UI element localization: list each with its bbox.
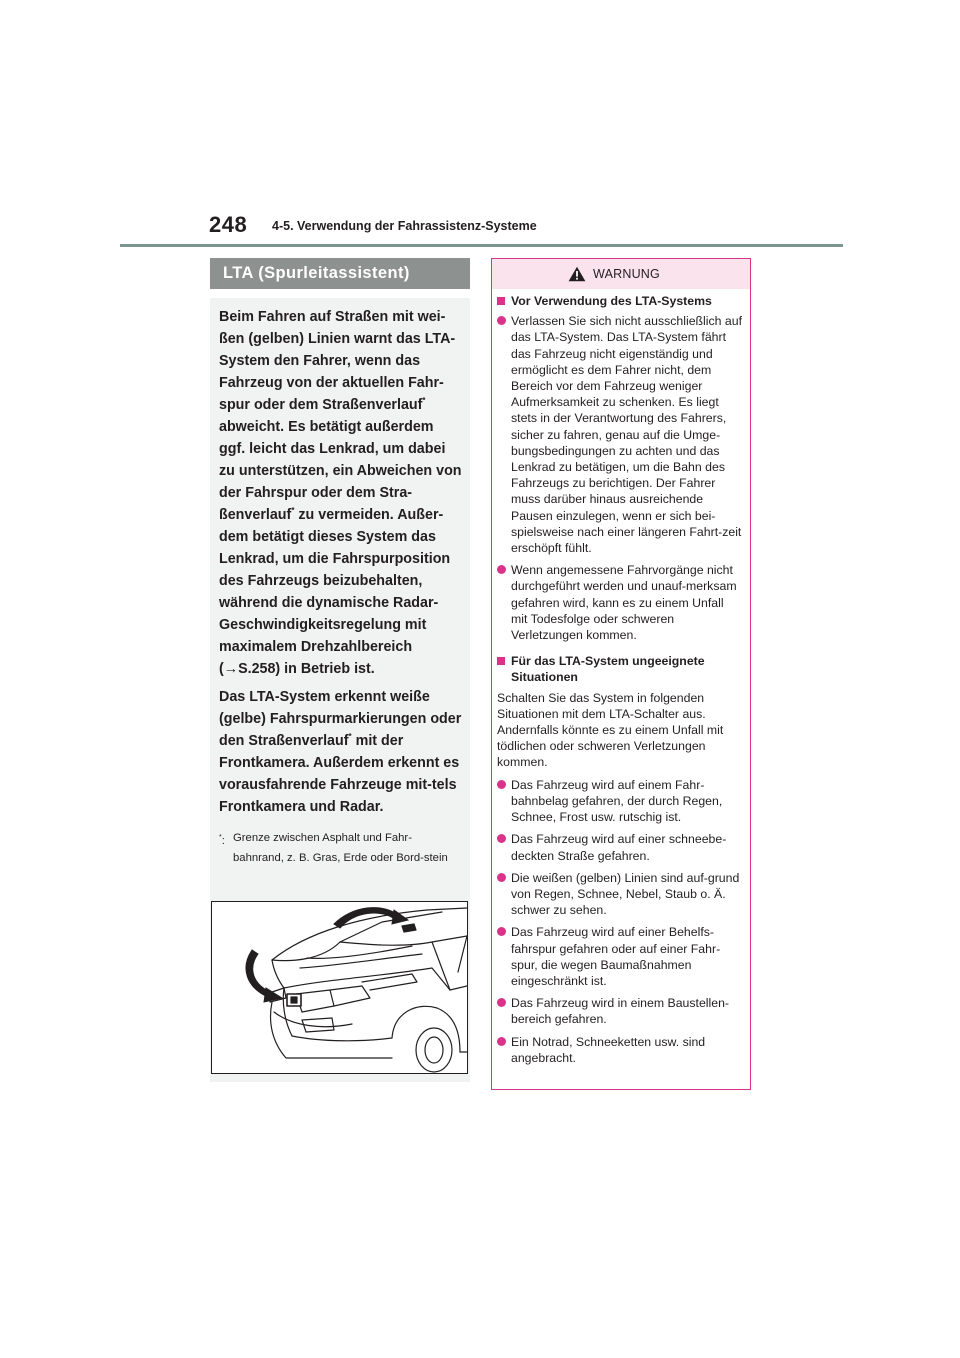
- footnote-text: Grenze zwischen Asphalt und Fahr-bahnrand, z. B. Gras, Erde oder Bord-stein: [233, 832, 448, 864]
- footnote-star: *: [219, 834, 222, 841]
- warning-bullet-text: Das Fahrzeug wird auf einem Fahr-bahnbelag gefahren, der durch Regen, Schnee, Frost usw. rutschig ist.: [511, 777, 723, 825]
- footnote-marker: *: [291, 506, 295, 516]
- warning-heading: [497, 293, 743, 309]
- page-number: 248: [209, 212, 248, 237]
- header-rule: [120, 244, 843, 247]
- circle-bullet-icon: [497, 1037, 506, 1046]
- section-title-banner: [210, 258, 470, 289]
- warning-triangle-icon: [568, 266, 586, 282]
- circle-bullet-icon: [497, 834, 506, 843]
- footnote-marker: *: [348, 732, 352, 742]
- warning-bullet: [497, 777, 743, 826]
- warning-bullet: [497, 831, 743, 863]
- warning-bullet-text: Verlassen Sie sich nicht ausschließlich auf das LTA-System. Das LTA-System fährt das Fahrzeug nicht eigenständig und ermöglicht es dem Fahrer nicht, dem Bereich vor dem Fahrzeug weniger Aufmerksamkeit zu schenken. Es liegt stets in der Verantwortung des Fahrers, sicher zu fahren, genau auf die Umge-bungsbedingungen zu achten und das Lenkrad zu betätigen, um die Bahn des Fahrzeugs zu berichtigen. Der Fahrer muss darüber hinaus ausreichende Pausen einzulegen, wenn er sich bei-spielsweise nach einer längeren Fahrt-zeit erschöpft fühlt.: [511, 314, 743, 556]
- square-bullet-icon: [497, 297, 505, 305]
- intro-text-run: mit der Frontkamera. Außerdem erkennt es vorausfahrende Fahrzeuge mit-tels Frontkamera und Radar.: [219, 733, 460, 815]
- warning-paragraph: Schalten Sie das System in folgenden Situationen mit dem LTA-Schalter aus. Andernfalls könnte es zu einem Unfall mit tödlichen oder schweren Verletzungen kommen.: [497, 690, 724, 770]
- circle-bullet-icon: [497, 316, 506, 325]
- warning-label: WARNUNG: [593, 267, 660, 281]
- warning-bullet-text: Wenn angemessene Fahrvorgänge nicht durchgeführt werden und unauf-merksam gefahren wird, kann es zu einem Unfall mit Todesfolge oder schweren Verletzungen kommen.: [511, 563, 737, 643]
- intro-text: [219, 306, 463, 818]
- warning-header: [492, 259, 750, 289]
- warning-bullet: [497, 562, 743, 643]
- warning-heading-text: Für das LTA-System ungeeignete Situationen: [511, 654, 705, 685]
- intro-text-run: Das LTA-System erkennt weiße (gelbe) Fahrspurmarkierungen oder den Straßenverlauf: [219, 689, 462, 749]
- footnote-colon: :: [221, 834, 225, 847]
- section-title: LTA (Spurleitassistent): [223, 264, 410, 282]
- intro-paragraph-1: [219, 306, 463, 680]
- warning-box: [491, 258, 751, 1090]
- warning-bullet-text: Die weißen (gelben) Linien sind auf-grund von Regen, Schnee, Nebel, Staub o. Ä. schwer zu sehen.: [511, 870, 740, 918]
- intro-text-run: Beim Fahren auf Straßen mit wei-ßen (gelben) Linien warnt das LTA-System den Fahrer, wenn das Fahrzeug von der aktuellen Fahr-spur oder dem Straßenverlauf: [219, 309, 456, 413]
- circle-bullet-icon: [497, 927, 506, 936]
- page-reference-arrow: →: [223, 661, 239, 677]
- vehicle-illustration: [211, 901, 468, 1074]
- footnote-mark: [219, 828, 233, 868]
- warning-heading: [497, 653, 743, 685]
- warning-heading-text: Vor Verwendung des LTA-Systems: [511, 294, 712, 308]
- intro-paragraph-2: [219, 686, 463, 818]
- warning-bullet-text: Das Fahrzeug wird in einem Baustellen-bereich gefahren.: [511, 996, 730, 1027]
- car-front-camera-radar-illustration: [212, 902, 467, 1073]
- chapter-title: 4-5. Verwendung der Fahrassistenz-Systeme: [272, 219, 537, 233]
- intro-text-run: zu vermeiden. Außer-dem betätigt dieses System das Lenkrad, um die Fahrspurposition des Fahrzeugs beizubehalten, während die dynamische Radar-Geschwindigkeitsregelung mit maximalem Drehzahlbereich (: [219, 507, 451, 677]
- circle-bullet-icon: [497, 873, 506, 882]
- warning-bullet-text: Das Fahrzeug wird auf einer Behelfs-fahrspur gefahren oder auf einer Fahr-spur, die wegen Baumaßnahmen eingeschränkt ist.: [511, 925, 721, 988]
- warning-bullet-text: Ein Notrad, Schneeketten usw. sind angebracht.: [511, 1034, 706, 1065]
- footnote: [219, 828, 459, 868]
- footnote-marker: *: [422, 396, 426, 406]
- warning-bullet: [497, 1034, 743, 1066]
- square-bullet-icon: [497, 657, 505, 665]
- circle-bullet-icon: [497, 780, 506, 789]
- warning-bullet: [497, 924, 743, 989]
- circle-bullet-icon: [497, 998, 506, 1007]
- warning-bullet: [497, 313, 743, 556]
- intro-text-run: abweicht. Es betätigt außerdem ggf. leicht das Lenkrad, um dabei zu unterstützen, ein Abweichen von der Fahrspur oder dem Stra-ßenverlauf: [219, 419, 462, 523]
- warning-bullet: [497, 870, 743, 919]
- warning-bullet-text: Das Fahrzeug wird auf einer schneebe-deckten Straße gefahren.: [511, 832, 727, 863]
- circle-bullet-icon: [497, 565, 506, 574]
- intro-text-run: S.258) in Betrieb ist.: [238, 661, 375, 677]
- warning-body: [497, 293, 743, 1072]
- warning-bullet: [497, 995, 743, 1027]
